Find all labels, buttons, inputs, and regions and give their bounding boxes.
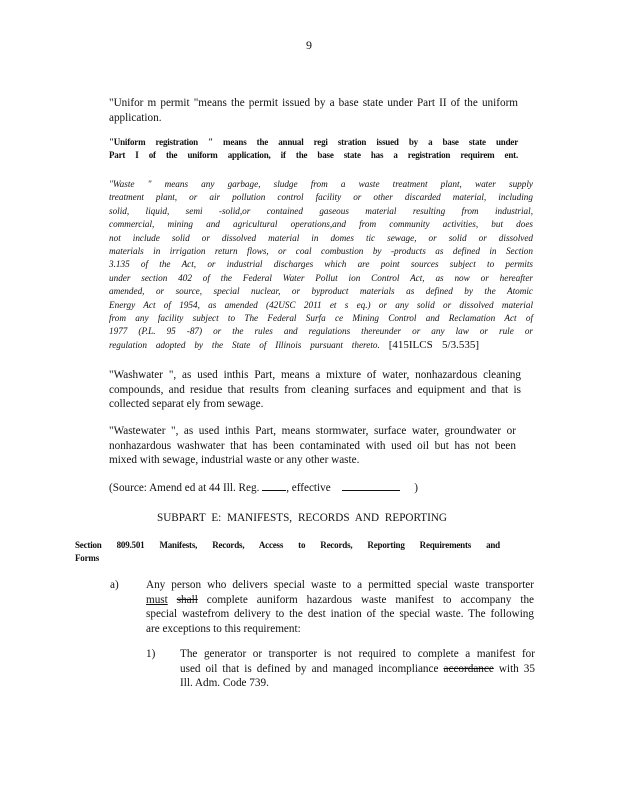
definition-line: not include solid or dissolved material in domes tic sewage, or solid or dissolved: [109, 232, 533, 243]
definition-waste: [109, 178, 533, 352]
definition-uniform-permit: [109, 96, 518, 125]
definition-line: regulation adopted by the State of Illinois pursuant thereto.: [109, 339, 380, 350]
date-blank: [262, 480, 286, 491]
definition-line: "Washwater ", as used inthis Part, means a mixture of water, nonhazardous cleaning: [109, 369, 521, 381]
item-line-start: used oil that is defined by and managed incompliance: [180, 662, 439, 675]
definition-line: "Uniform registration " means the annual regi stration issued by a base state under: [109, 137, 518, 147]
deleted-text: shall: [176, 593, 198, 606]
definition-line: amended, or source, special nuclear, or byproduct materials as defined by the Atomic: [109, 286, 533, 297]
source-effective: , effective: [286, 482, 331, 494]
source-suffix: ): [414, 482, 419, 494]
definition-line: mixed with sewage, industrial waste or any other waste.: [109, 454, 360, 467]
definition-wastewater: [109, 424, 516, 468]
item-line-amended: [146, 593, 534, 608]
item-line-amended: [180, 662, 535, 677]
definition-line: "Unifor m permit "means the permit issued by a base state under Part II of the uniform: [109, 97, 518, 109]
definition-line: from any facility subject to The Federal Surfa ce Mining Control and Reclamation Act of: [109, 313, 533, 324]
definition-line: "Wastewater ", as used inthis Part, means stormwater, surface water, groundwater or: [109, 425, 516, 437]
source-note: [109, 480, 418, 496]
definition-line: "Waste " means any garbage, sludge from a waste treatment plant, water supply: [109, 179, 533, 189]
item-line-rest: complete auniform hazardous waste manifest to accompany the: [206, 593, 534, 606]
section-heading: [75, 539, 500, 565]
deleted-text: accordance: [443, 662, 494, 675]
definition-line: under section 402 of the Federal Water Pollut ion Control Act, as now or hereafter: [109, 272, 533, 283]
definition-line: solid, liquid, semi -solid,or contained gaseous material resulting from industrial,: [109, 205, 533, 216]
subpart-heading: SUBPART E: MANIFESTS, RECORDS AND REPORTING: [157, 512, 447, 524]
definition-line: 1977 (P.L. 95 -87) or the rules and regulations thereunder or any law or rule or: [109, 326, 533, 337]
definition-line: commercial, mining and agricultural operations,and from community activities, but does: [109, 219, 533, 230]
item-1-marker: 1): [146, 648, 156, 660]
item-line: Ill. Adm. Code 739.: [180, 677, 269, 690]
effective-date-blank: [342, 480, 400, 491]
definition-line: Energy Act of 1954, as amended (42USC 2011 et s eq.) or any solid or dissolved material: [109, 299, 533, 310]
item-line-end: with 35: [498, 662, 535, 675]
section-title-cont: Forms: [75, 553, 99, 563]
item-1-text: [180, 647, 535, 691]
definition-line: Part I of the uniform application, if the base state has a registration requirem ent.: [109, 150, 518, 161]
source-prefix: (Source: Amend ed at 44 Ill. Reg.: [109, 482, 260, 494]
definition-line: compounds, and residue that results from cleaning surfaces and equipment and that is: [109, 383, 521, 396]
section-title: Section 809.501 Manifests, Records, Access to Records, Reporting Requirements and: [75, 540, 500, 550]
item-a-marker: a): [110, 579, 119, 591]
citation: [415ILCS 5/3.535]: [388, 338, 480, 351]
definition-washwater: [109, 368, 521, 412]
item-line: Any person who delivers special waste to a permitted special waste transporter: [146, 579, 534, 591]
definition-line: treatment plant, or air pollution control facility or other discarded material, including: [109, 192, 533, 203]
definition-uniform-registration: [109, 136, 518, 163]
item-a-text: [146, 578, 534, 636]
item-line: are exceptions to this requirement:: [146, 622, 301, 635]
item-line: special wastefrom delivery to the dest ination of the special waste. The following: [146, 608, 534, 621]
definition-line: collected separat ely from sewage.: [109, 398, 264, 411]
page-number: 9: [306, 38, 312, 52]
definition-line: nonhazardous washwater that has been contaminated with used oil but has not been: [109, 439, 516, 452]
definition-line: materials in irrigation return flows, or coal combustion by -products as defined in Section: [109, 246, 533, 257]
definition-line: application.: [109, 111, 162, 124]
definition-line: 3.135 of the Act, or industrial discharges which are point sources subject to permits: [109, 259, 533, 270]
item-line: The generator or transporter is not required to complete a manifest for: [180, 648, 535, 660]
inserted-text: must: [146, 593, 168, 606]
definition-last-line: [109, 339, 479, 352]
